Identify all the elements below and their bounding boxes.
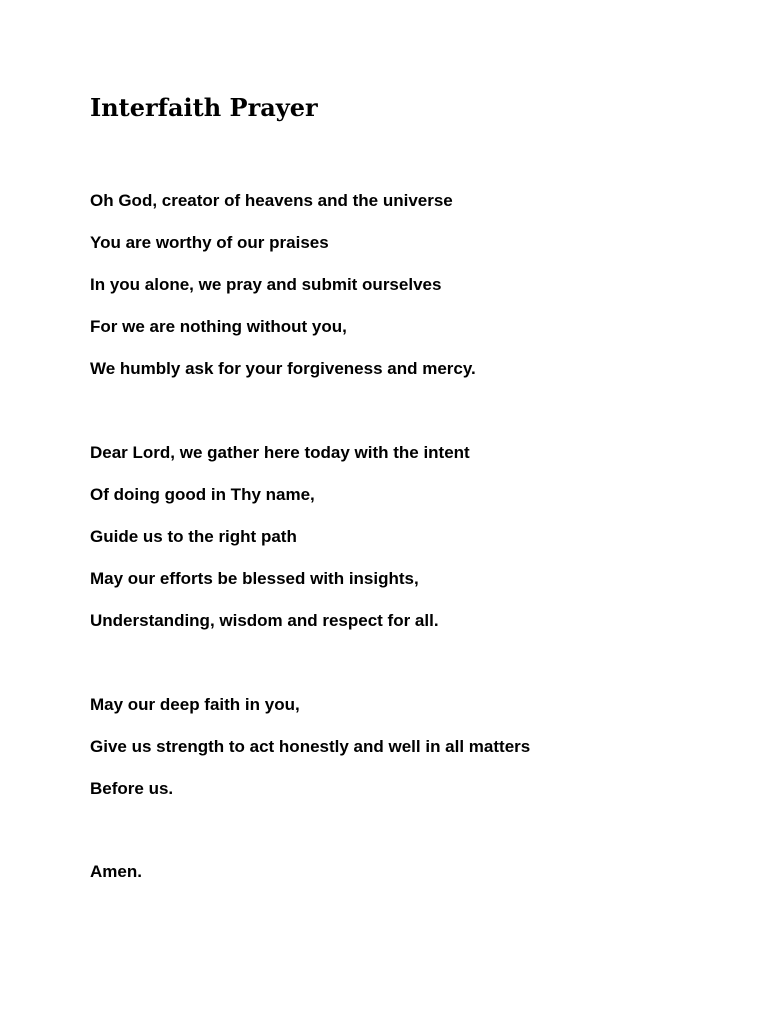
- prayer-line: We humbly ask for your forgiveness and mercy.: [90, 359, 476, 378]
- prayer-line: Guide us to the right path: [90, 527, 297, 546]
- prayer-line: Oh God, creator of heavens and the universe: [90, 191, 453, 210]
- document-title: Interfaith Prayer: [90, 93, 318, 122]
- prayer-line: You are worthy of our praises: [90, 233, 329, 252]
- prayer-line: Before us.: [90, 779, 174, 798]
- prayer-line: Of doing good in Thy name,: [90, 485, 315, 504]
- prayer-line: In you alone, we pray and submit ourselves: [90, 275, 442, 294]
- prayer-line: May our efforts be blessed with insights,: [90, 569, 419, 588]
- prayer-line: Understanding, wisdom and respect for all.: [90, 611, 439, 630]
- prayer-line: Dear Lord, we gather here today with the intent: [90, 443, 470, 462]
- prayer-line: May our deep faith in you,: [90, 695, 300, 714]
- prayer-line: For we are nothing without you,: [90, 317, 347, 336]
- closing-line: Amen.: [90, 862, 142, 881]
- prayer-line: Give us strength to act honestly and well in all matters: [90, 737, 531, 756]
